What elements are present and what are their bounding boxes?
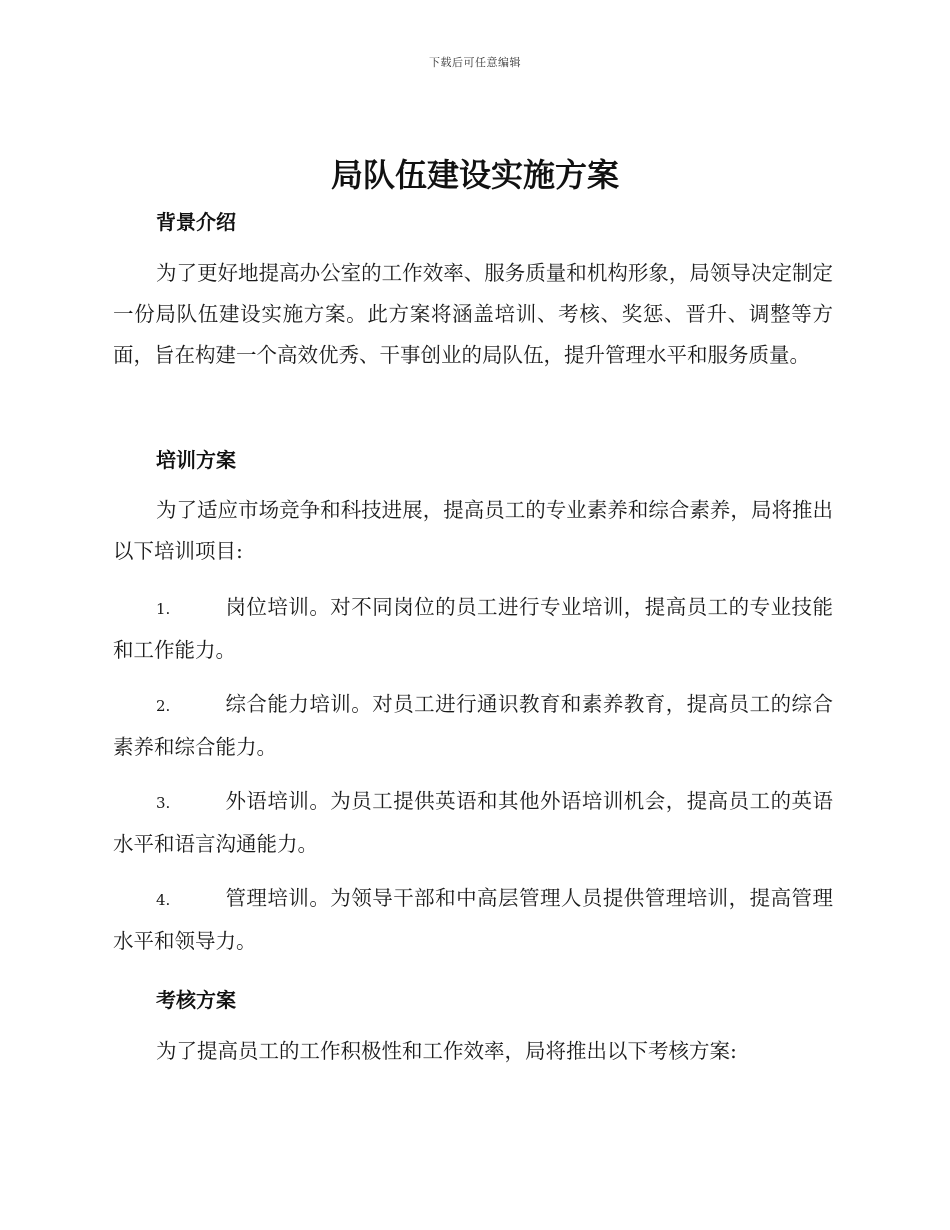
section-heading-training: 培训方案 <box>156 448 236 472</box>
training-list-item-1 <box>113 587 833 671</box>
list-item-text: 岗位培训。对不同岗位的员工进行专业培训，提高员工的专业技能和工作能力。 <box>113 595 833 662</box>
list-number: 4. <box>156 891 171 909</box>
list-item-text: 综合能力培训。对员工进行通识教育和素养教育，提高员工的综合素养和综合能力。 <box>113 692 833 759</box>
training-intro-paragraph: 为了适应市场竞争和科技进展，提高员工的专业素养和综合素养，局将推出以下培训项目: <box>113 498 833 563</box>
header-note: 下载后可任意编辑 <box>429 56 521 69</box>
list-number: 3. <box>156 794 171 812</box>
list-number: 1. <box>156 600 171 618</box>
background-paragraph: 为了更好地提高办公室的工作效率、服务质量和机构形象，局领导决定制定一份局队伍建设实施方案。此方案将涵盖培训、考核、奖惩、晋升、调整等方面，旨在构建一个高效优秀、干事创业的局队伍，提升管理水平和服务质量。 <box>113 261 833 367</box>
training-list-item-3 <box>113 781 833 865</box>
list-item-text: 外语培训。为员工提供英语和其他外语培训机会，提高员工的英语水平和语言沟通能力。 <box>113 789 833 856</box>
section-heading-assessment: 考核方案 <box>156 988 236 1012</box>
document-title: 局队伍建设实施方案 <box>330 156 619 194</box>
training-list-item-4 <box>113 878 833 962</box>
list-item-text: 管理培训。为领导干部和中高层管理人员提供管理培训，提高管理水平和领导力。 <box>113 886 833 953</box>
section-heading-background: 背景介绍 <box>156 210 236 234</box>
assessment-intro-paragraph: 为了提高员工的工作积极性和工作效率，局将推出以下考核方案: <box>156 1039 737 1063</box>
list-number: 2. <box>156 697 171 715</box>
training-list-item-2 <box>113 684 833 768</box>
